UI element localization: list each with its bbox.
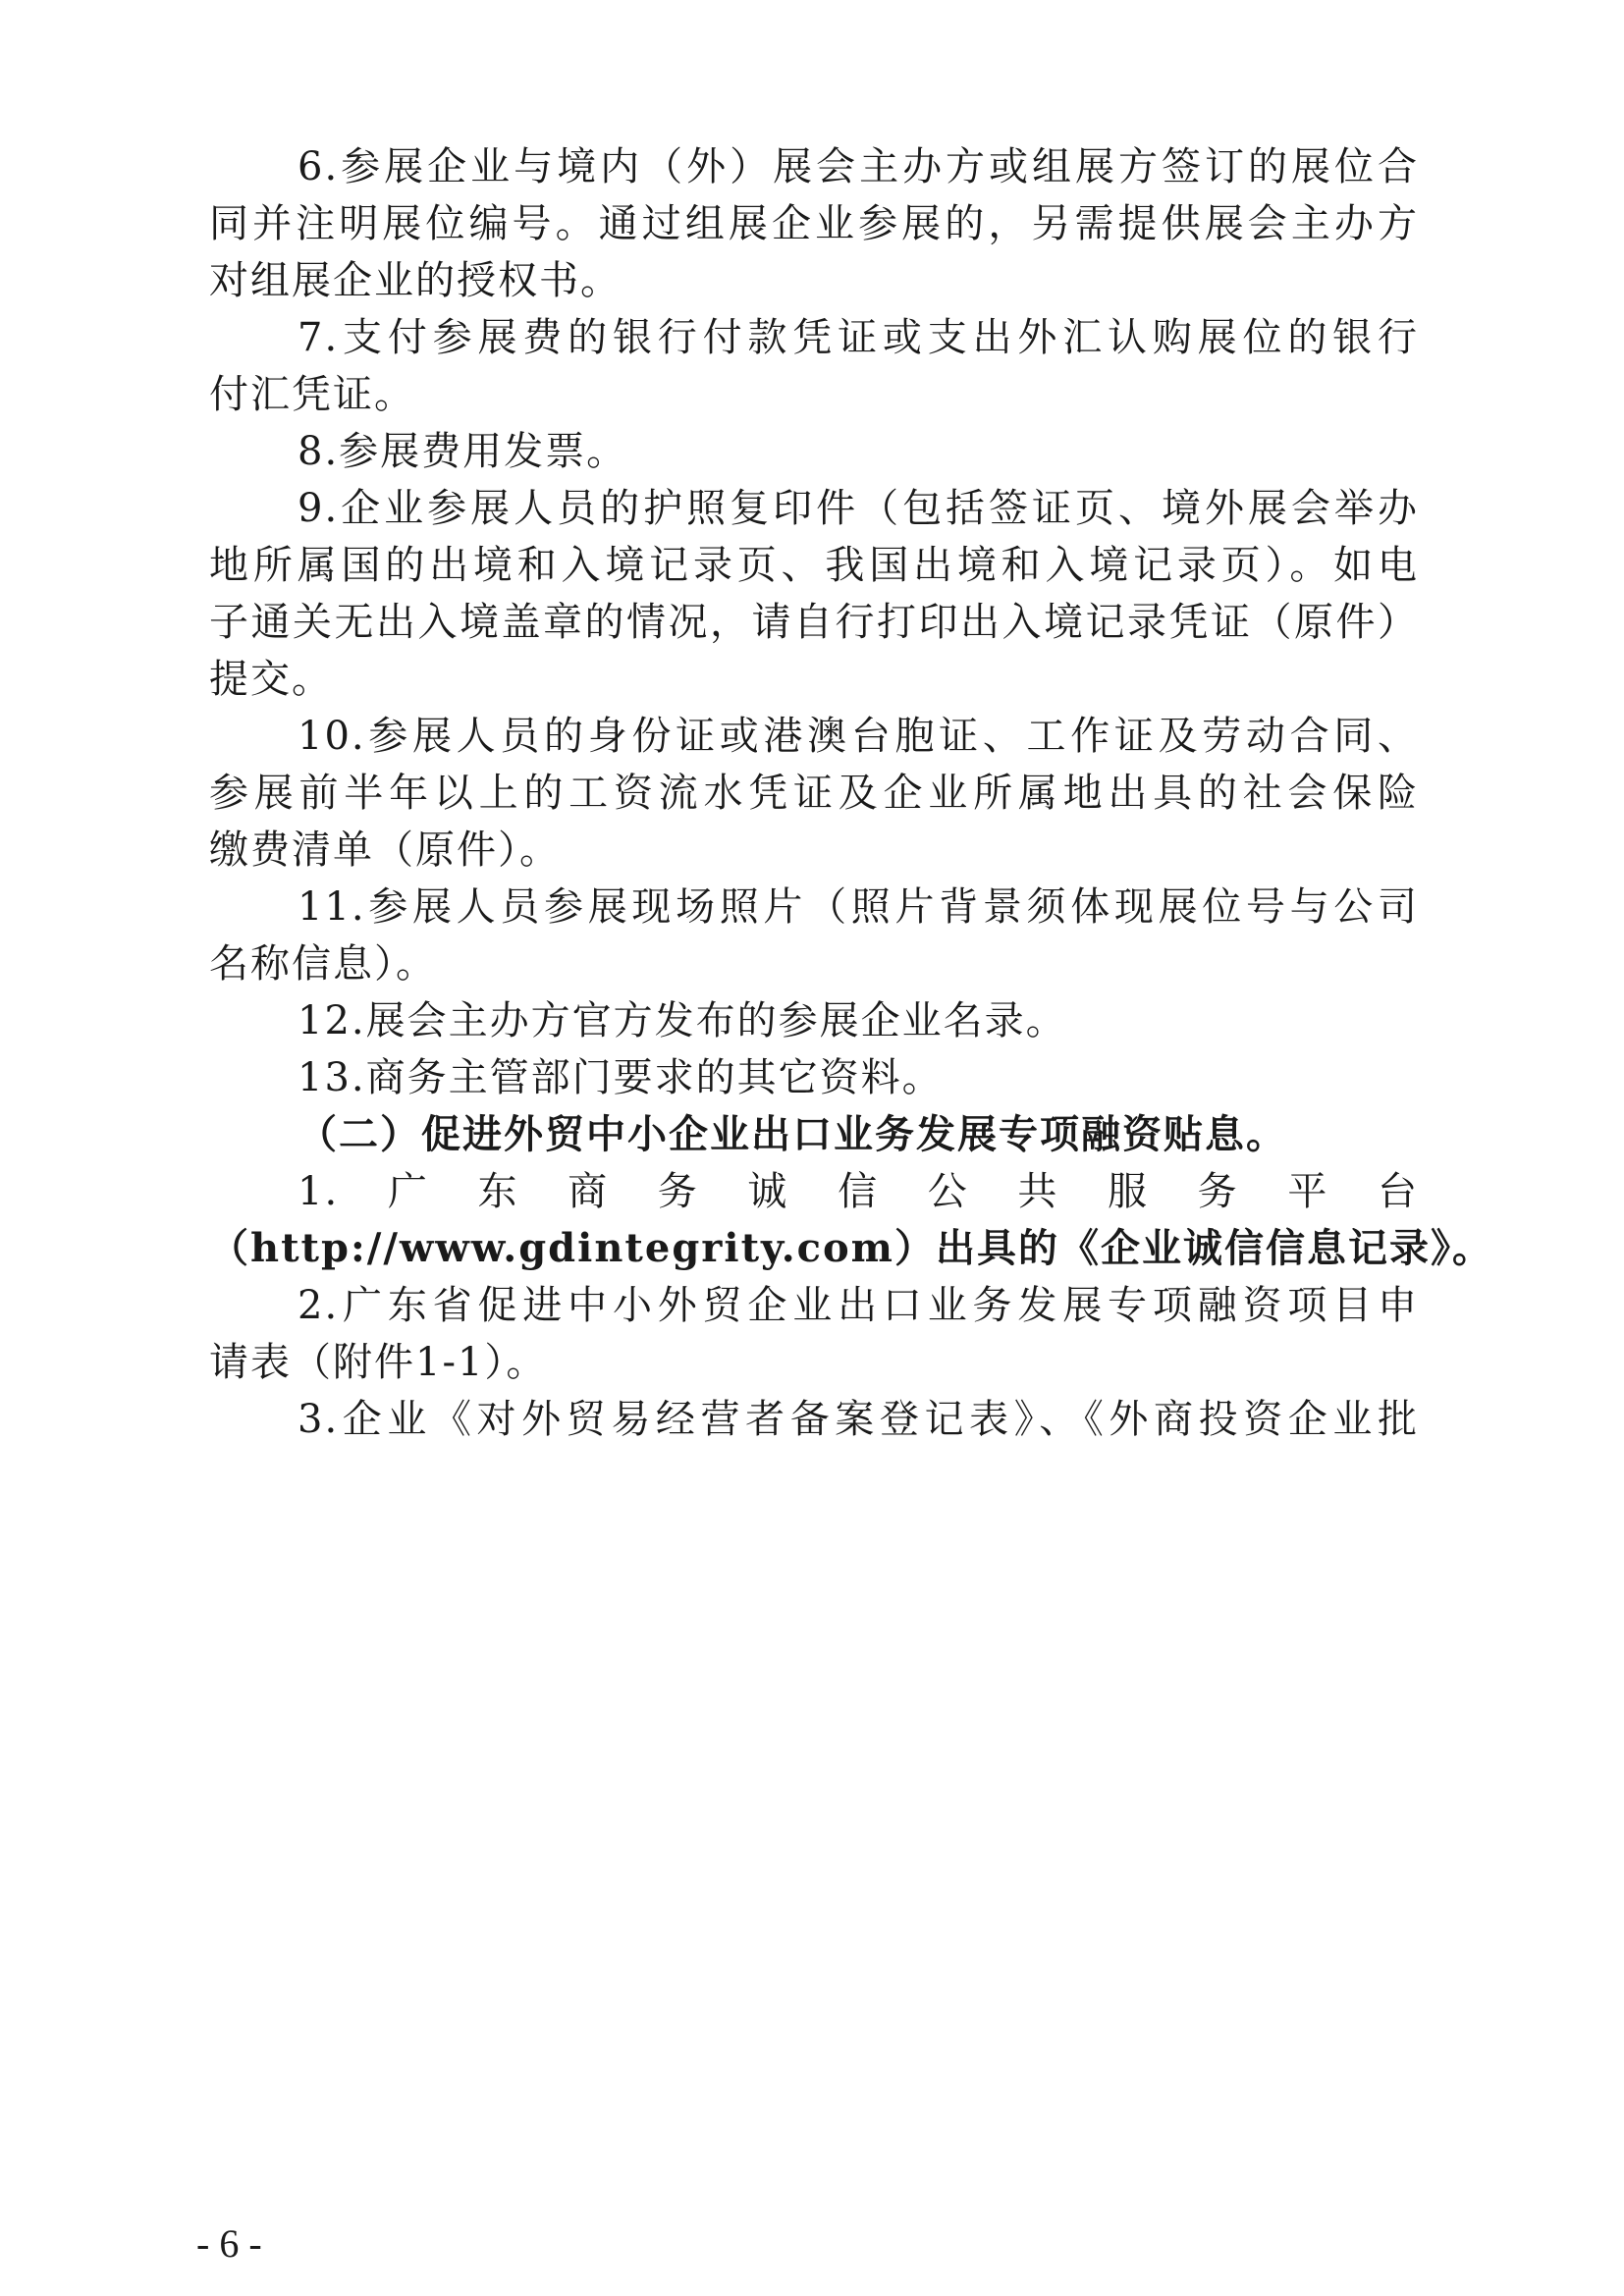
- item-13-line-1: 13.商务主管部门要求的其它资料。: [298, 1055, 944, 1100]
- section-2-item-2-line-1: 2.广东省促进中小外贸企业出口业务发展专项融资项目申: [298, 1283, 1419, 1328]
- item-9-line-2: 地所属国的出境和入境记录页、我国出境和入境记录页）。如电: [209, 543, 1419, 588]
- section-heading-2: （二）促进外贸中小企业出口业务发展专项融资贴息。: [298, 1111, 1287, 1157]
- item-10-line-3: 缴费清单（原件）。: [209, 828, 561, 873]
- item-11-line-1: 11.参展人员参展现场照片（照片背景须体现展位号与公司: [298, 884, 1419, 930]
- page-number: - 6 -: [196, 2221, 262, 2266]
- item-10-line-1: 10.参展人员的身份证或港澳台胞证、工作证及劳动合同、: [298, 714, 1419, 759]
- item-6-line-3: 对组展企业的授权书。: [209, 258, 622, 303]
- item-9-line-3: 子通关无出入境盖章的情况，请自行打印出入境记录凭证（原件）: [209, 600, 1419, 645]
- item-6-line-2: 同并注明展位编号。通过组展企业参展的，另需提供展会主办方: [209, 201, 1419, 246]
- item-7-line-1: 7.支付参展费的银行付款凭证或支出外汇认购展位的银行: [298, 315, 1419, 360]
- item-8-line-1: 8.参展费用发票。: [298, 429, 628, 474]
- section-2-item-3-line-1: 3.企业《对外贸易经营者备案登记表》、《外商投资企业批: [298, 1397, 1419, 1442]
- item-6-line-1: 6.参展企业与境内（外）展会主办方或组展方签订的展位合: [298, 144, 1419, 189]
- item-11-line-2: 名称信息）。: [209, 941, 437, 987]
- section-2-item-1-line-1: 1. 广 东 商 务 诚 信 公 共 服 务 平 台: [298, 1169, 1419, 1214]
- item-9-line-1: 9.企业参展人员的护照复印件（包括签证页、境外展会举办: [298, 486, 1419, 531]
- item-10-line-2: 参展前半年以上的工资流水凭证及企业所属地出具的社会保险: [209, 771, 1419, 816]
- item-7-line-2: 付汇凭证。: [209, 372, 415, 417]
- item-9-line-4: 提交。: [209, 657, 333, 702]
- item-12-line-1: 12.展会主办方官方发布的参展企业名录。: [298, 998, 1067, 1043]
- section-2-item-1-line-2: （http://www.gdintegrity.com）出具的《企业诚信信息记录》。: [209, 1225, 1493, 1271]
- section-2-item-2-line-2: 请表（附件1-1）。: [209, 1340, 548, 1385]
